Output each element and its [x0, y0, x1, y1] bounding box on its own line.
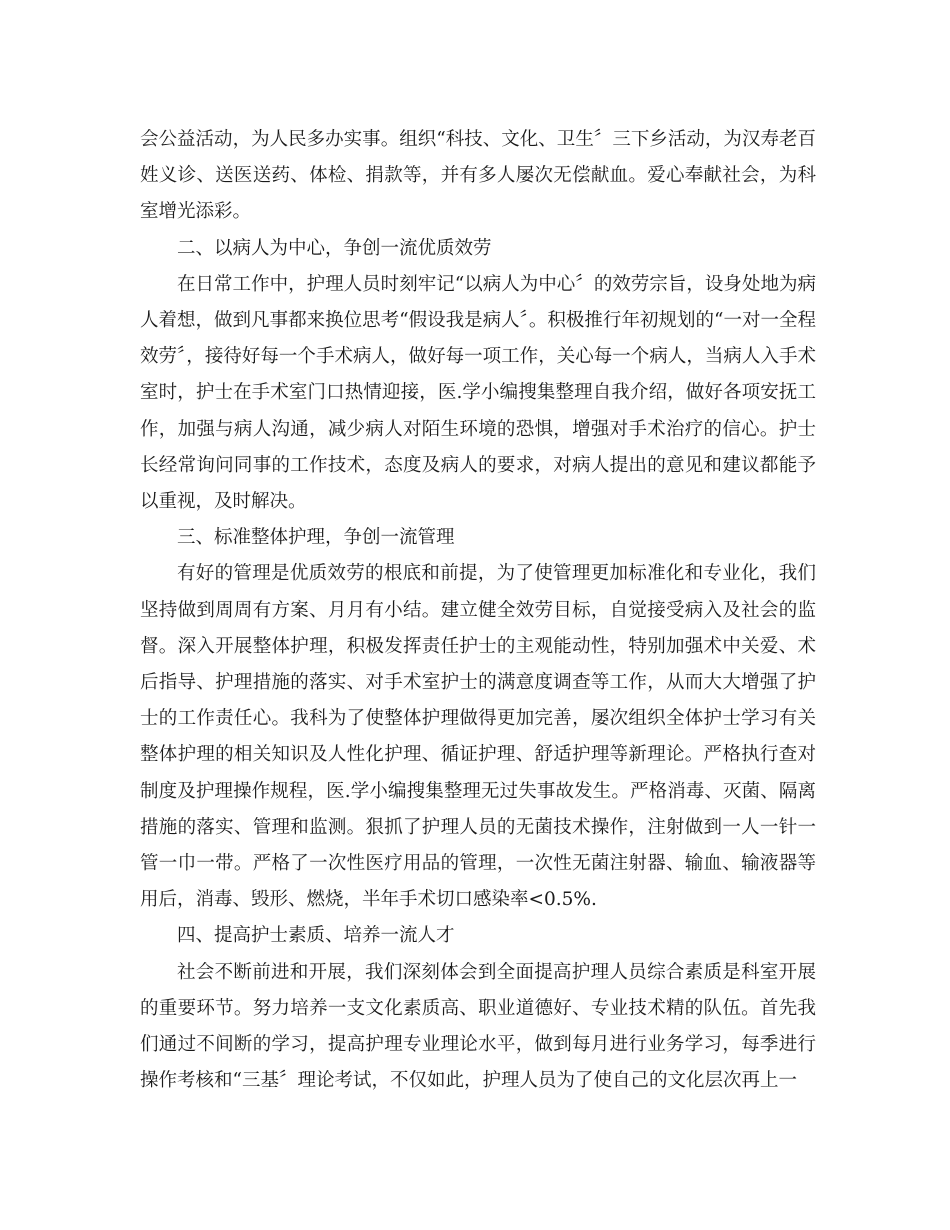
section-heading-2: 二、以病人为中心，争创一流优质效劳	[177, 237, 492, 259]
paragraph: 有好的管理是优质效劳的根底和前提，为了使管理更加标准化和专业化，我们坚持做到周周有方案、月月有小结。建立健全效劳目标，自觉接受病入及社会的监督。深入开展整体护理，积极发挥责任护士的主观能动性，特别加强术中关爱、术后指导、护理措施的落实、对手术室护士的满意度调查等工作，从而大大增强了护士的工作责任心。我科为了使整体护理做得更加完善，屡次组织全体护士学习有关整体护理的相关知识及人性化护理、循证护理、舒适护理等新理论。严格执行查对制度及护理操作规程，医.学小编搜集整理无过失事故发生。严格消毒、灭菌、隔离措施的落实、管理和监测。狠抓了护理人员的无菌技术操作，注射做到一人一针一管一巾一带。严格了一次性医疗用品的管理，一次性无菌注射器、输血、输液器等用后，消毒、毁形、燃烧，半年手术切口感染率<0.5%.	[140, 563, 816, 911]
document-body	[140, 122, 816, 1099]
paragraph: 在日常工作中，护理人员时刻牢记“以病人为中心〞的效劳宗旨，设身处地为病人着想，做到凡事都来换位思考“假设我是病人〞。积极推行年初规划的“一对一全程效劳〞，接待好每一个手术病人，做好每一项工作，关心每一个病人，当病人入手术室时，护士在手术室门口热情迎接，医.学小编搜集整理自我介绍，做好各项安抚工作，加强与病人沟通，减少病人对陌生环境的恐惧，增强对手术治疗的信心。护士长经常询问同事的工作技术，态度及病人的要求，对病人提出的意见和建议都能予以重视，及时解决。	[140, 273, 816, 513]
paragraph: 社会不断前进和开展，我们深刻体会到全面提高护理人员综合素质是科室开展的重要环节。努力培养一支文化素质高、职业道德好、专业技术精的队伍。首先我们通过不间断的学习，提高护理专业理论水平，做到每月进行业务学习，每季进行操作考核和“三基〞理论考试，不仅如此，护理人员为了使自己的文化层次再上一	[140, 961, 816, 1092]
paragraph-continued: 会公益活动，为人民多办实事。组织“科技、文化、卫生〞三下乡活动，为汉寿老百姓义诊、送医送药、体检、捐款等，并有多人屡次无偿献血。爱心奉献社会，为科室增光添彩。	[140, 129, 816, 223]
section-heading-4: 四、提高护士素质、培养一流人才	[177, 925, 455, 947]
section-heading-3: 三、标准整体护理，争创一流管理	[177, 527, 455, 549]
